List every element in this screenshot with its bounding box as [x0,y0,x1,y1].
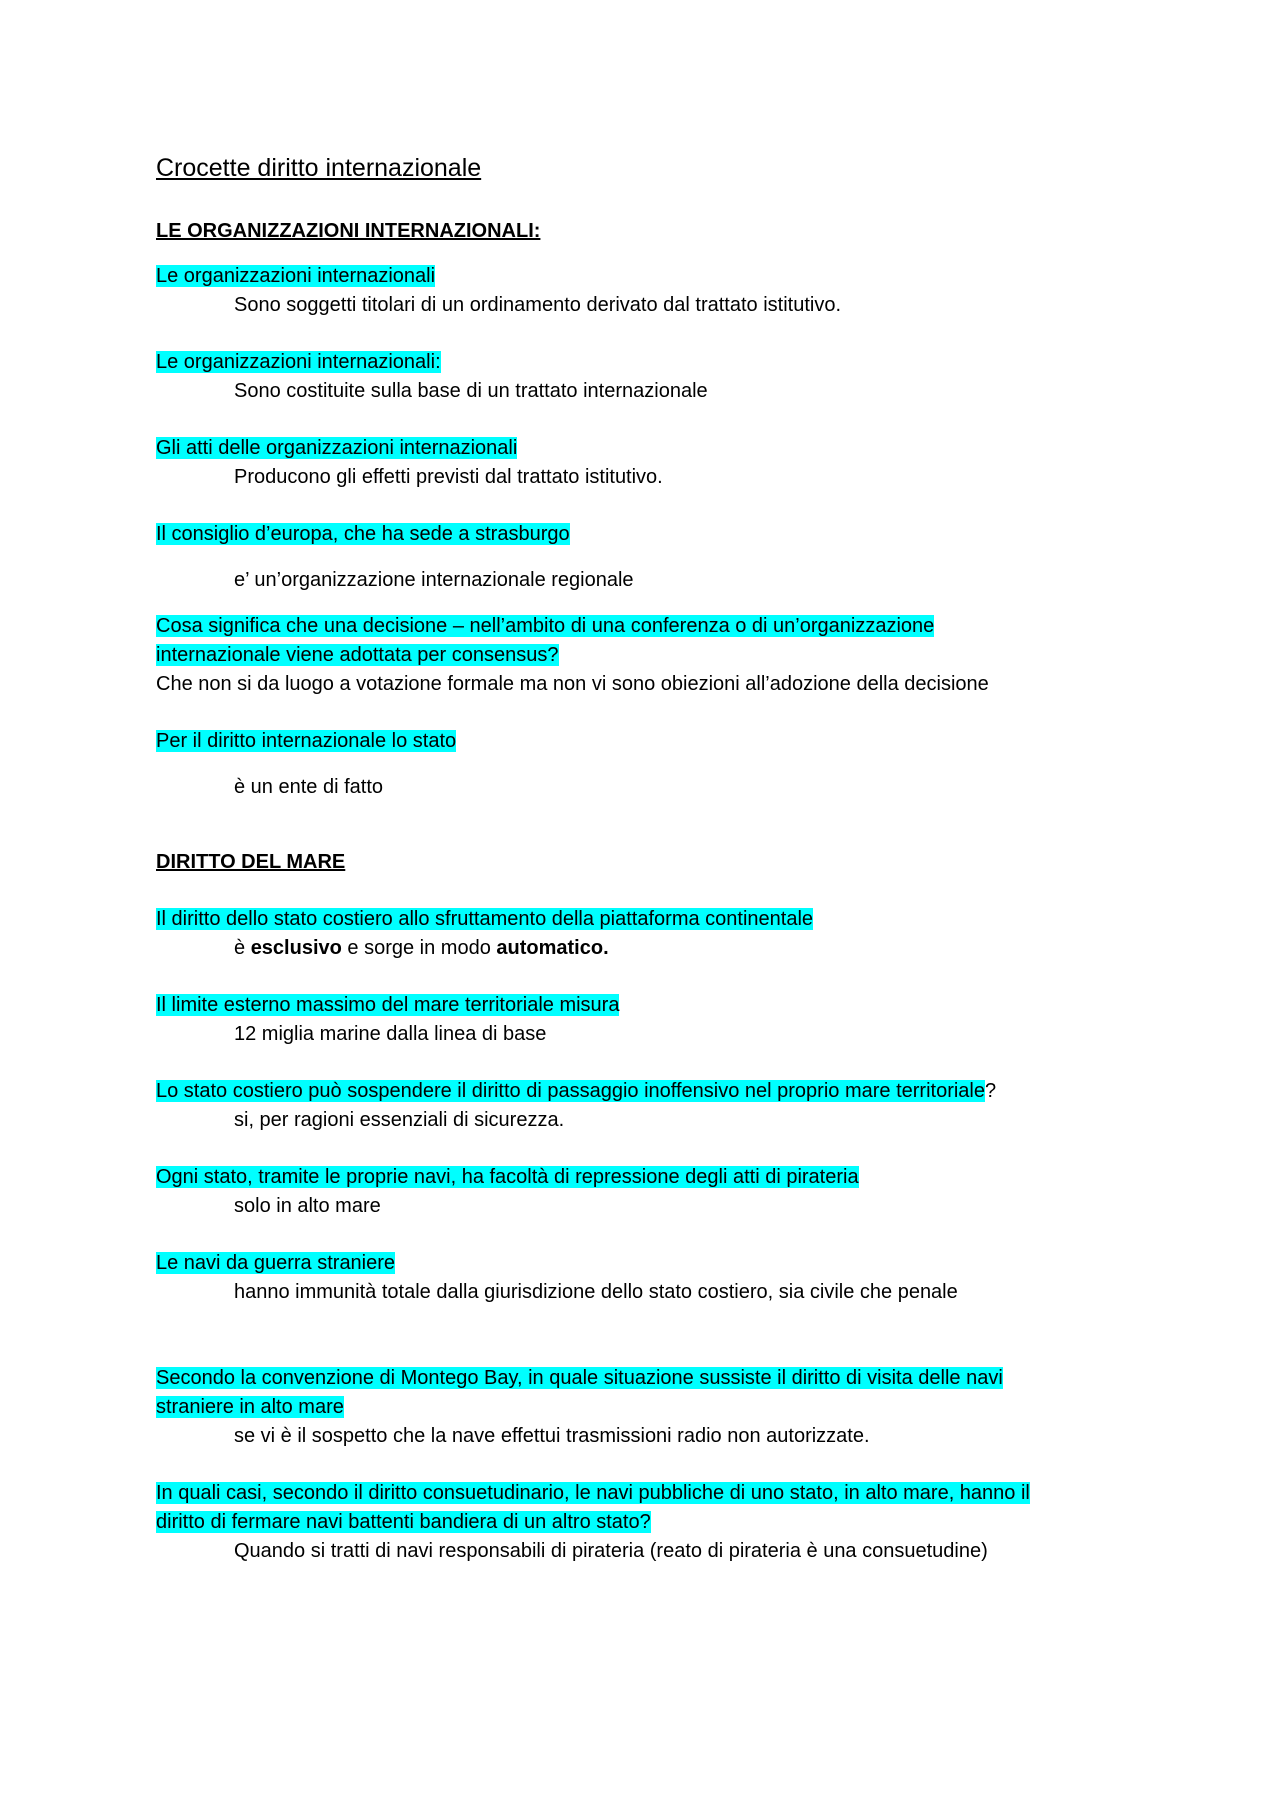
answer-text: è [234,937,251,959]
question [156,1479,1030,1507]
question-text-line2: internazionale viene adottata per consensus? [156,644,559,666]
question-text: Gli atti delle organizzazioni internazionali [156,437,518,459]
section-heading-organizzazioni: LE ORGANIZZAZIONI INTERNAZIONALI: [156,220,541,242]
question [156,1393,344,1421]
question-text: Lo stato costiero può sospendere il diritto di passaggio inoffensivo nel proprio mare territoriale [156,1080,985,1102]
question [156,348,441,376]
question [156,1249,395,1277]
answer-bold: esclusivo [250,937,342,959]
question-tail: ? [984,1080,997,1102]
question-text: Il consiglio d’europa, che ha sede a strasburgo [156,523,570,545]
question [156,905,813,933]
question [156,1508,651,1536]
answer: se vi è il sospetto che la nave effettui trasmissioni radio non autorizzate. [234,1425,870,1447]
question [156,262,435,290]
question [156,434,517,462]
answer: Sono costituite sulla base di un trattato internazionale [234,380,708,402]
question [156,612,934,640]
question [156,727,456,755]
answer: solo in alto mare [234,1195,381,1217]
answer-text: e sorge in modo [341,937,497,959]
answer: Producono gli effetti previsti dal trattato istitutivo. [234,466,663,488]
question-text-line1: Cosa significa che una decisione – nell’ambito di una conferenza o di un’organizzazione [156,615,935,637]
question-text-line1: In quali casi, secondo il diritto consuetudinario, le navi pubbliche di uno stato, in alto mare, hanno il [156,1482,1030,1504]
answer: 12 miglia marine dalla linea di base [234,1023,547,1045]
answer: è un ente di fatto [234,776,384,798]
question-text: Il diritto dello stato costiero allo sfruttamento della piattaforma continentale [156,908,814,930]
question-text: Le organizzazioni internazionali [156,265,436,287]
question-text-line1: Secondo la convenzione di Montego Bay, in quale situazione sussiste il diritto di visita delle navi [156,1367,1003,1389]
question-text: Per il diritto internazionale lo stato [156,730,457,752]
question-text-line2: diritto di fermare navi battenti bandiera di un altro stato? [156,1511,651,1533]
question [156,641,559,669]
question [156,991,619,1019]
answer: Sono soggetti titolari di un ordinamento derivato dal trattato istitutivo. [234,294,842,316]
answer: hanno immunità totale dalla giurisdizione dello stato costiero, sia civile che penale [234,1281,958,1303]
question [156,1163,859,1191]
answer: si, per ragioni essenziali di sicurezza. [234,1109,565,1131]
question-text: Il limite esterno massimo del mare territoriale misura [156,994,620,1016]
answer [234,934,609,962]
question-text: Le organizzazioni internazionali: [156,351,441,373]
question-text: Ogni stato, tramite le proprie navi, ha facoltà di repressione degli atti di pirateria [156,1166,859,1188]
question-text: Le navi da guerra straniere [156,1252,396,1274]
question-text-line2: straniere in alto mare [156,1396,344,1418]
question [156,1364,1003,1392]
section-heading-mare: DIRITTO DEL MARE [156,851,346,873]
answer: Quando si tratti di navi responsabili di pirateria (reato di pirateria è una consuetudine) [234,1540,988,1562]
answer: e’ un’organizzazione internazionale regionale [234,569,634,591]
question [156,520,570,548]
document-title: Crocette diritto internazionale [156,154,482,182]
answer-bold: automatico. [496,937,609,959]
question [156,1077,996,1105]
answer: Che non si da luogo a votazione formale ma non vi sono obiezioni all’adozione della decisione [156,673,989,695]
